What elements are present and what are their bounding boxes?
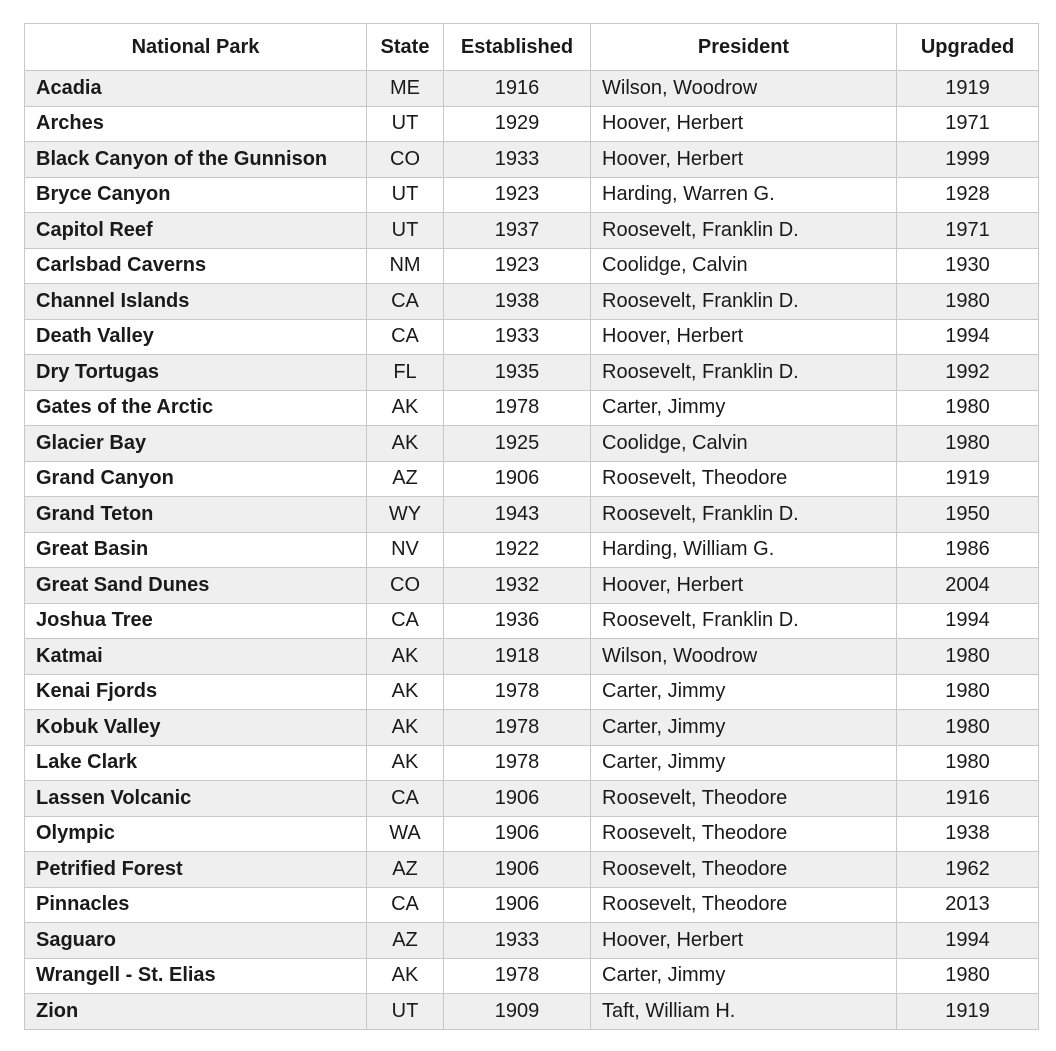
cell-established: 1932 bbox=[444, 568, 591, 604]
cell-president: Carter, Jimmy bbox=[591, 958, 897, 994]
cell-state: NV bbox=[367, 532, 444, 568]
header-upgraded: Upgraded bbox=[897, 24, 1039, 71]
cell-national-park: Capitol Reef bbox=[25, 213, 367, 249]
table-row bbox=[25, 568, 1039, 604]
cell-president: Hoover, Herbert bbox=[591, 142, 897, 178]
cell-upgraded: 1980 bbox=[897, 426, 1039, 462]
cell-president: Carter, Jimmy bbox=[591, 745, 897, 781]
cell-national-park: Zion bbox=[25, 994, 367, 1030]
cell-established: 1918 bbox=[444, 639, 591, 675]
cell-state: AZ bbox=[367, 923, 444, 959]
cell-upgraded: 1919 bbox=[897, 461, 1039, 497]
cell-upgraded: 1919 bbox=[897, 994, 1039, 1030]
cell-upgraded: 1971 bbox=[897, 213, 1039, 249]
cell-state: AZ bbox=[367, 461, 444, 497]
cell-established: 1935 bbox=[444, 355, 591, 391]
cell-national-park: Bryce Canyon bbox=[25, 177, 367, 213]
cell-national-park: Saguaro bbox=[25, 923, 367, 959]
table-row bbox=[25, 248, 1039, 284]
table-row bbox=[25, 177, 1039, 213]
cell-state: UT bbox=[367, 177, 444, 213]
cell-national-park: Wrangell - St. Elias bbox=[25, 958, 367, 994]
cell-national-park: Joshua Tree bbox=[25, 603, 367, 639]
cell-established: 1978 bbox=[444, 674, 591, 710]
header-national-park: National Park bbox=[25, 24, 367, 71]
cell-national-park: Arches bbox=[25, 106, 367, 142]
national-parks-table bbox=[24, 23, 1039, 1030]
cell-national-park: Channel Islands bbox=[25, 284, 367, 320]
table-row bbox=[25, 532, 1039, 568]
table-row bbox=[25, 106, 1039, 142]
cell-upgraded: 1962 bbox=[897, 852, 1039, 888]
table-row bbox=[25, 710, 1039, 746]
table-row bbox=[25, 319, 1039, 355]
table-row bbox=[25, 923, 1039, 959]
table-row bbox=[25, 781, 1039, 817]
cell-president: Roosevelt, Theodore bbox=[591, 852, 897, 888]
cell-established: 1978 bbox=[444, 958, 591, 994]
cell-state: AK bbox=[367, 639, 444, 675]
cell-state: WA bbox=[367, 816, 444, 852]
cell-president: Hoover, Herbert bbox=[591, 319, 897, 355]
cell-president: Taft, William H. bbox=[591, 994, 897, 1030]
cell-established: 1922 bbox=[444, 532, 591, 568]
cell-established: 1906 bbox=[444, 816, 591, 852]
cell-established: 1906 bbox=[444, 852, 591, 888]
cell-state: AK bbox=[367, 958, 444, 994]
cell-state: UT bbox=[367, 213, 444, 249]
cell-established: 1923 bbox=[444, 177, 591, 213]
cell-upgraded: 1980 bbox=[897, 674, 1039, 710]
cell-established: 1906 bbox=[444, 781, 591, 817]
cell-national-park: Carlsbad Caverns bbox=[25, 248, 367, 284]
cell-national-park: Gates of the Arctic bbox=[25, 390, 367, 426]
table-row bbox=[25, 355, 1039, 391]
cell-state: CO bbox=[367, 142, 444, 178]
cell-president: Hoover, Herbert bbox=[591, 106, 897, 142]
cell-national-park: Grand Canyon bbox=[25, 461, 367, 497]
cell-state: CA bbox=[367, 887, 444, 923]
cell-national-park: Lake Clark bbox=[25, 745, 367, 781]
cell-upgraded: 2013 bbox=[897, 887, 1039, 923]
header-row bbox=[25, 24, 1039, 71]
table-row bbox=[25, 958, 1039, 994]
cell-national-park: Pinnacles bbox=[25, 887, 367, 923]
cell-national-park: Petrified Forest bbox=[25, 852, 367, 888]
cell-president: Roosevelt, Franklin D. bbox=[591, 603, 897, 639]
cell-national-park: Great Sand Dunes bbox=[25, 568, 367, 604]
cell-upgraded: 1930 bbox=[897, 248, 1039, 284]
header-state: State bbox=[367, 24, 444, 71]
cell-established: 1978 bbox=[444, 390, 591, 426]
cell-national-park: Lassen Volcanic bbox=[25, 781, 367, 817]
header-established: Established bbox=[444, 24, 591, 71]
cell-national-park: Grand Teton bbox=[25, 497, 367, 533]
cell-upgraded: 1916 bbox=[897, 781, 1039, 817]
cell-state: AZ bbox=[367, 852, 444, 888]
table-row bbox=[25, 745, 1039, 781]
cell-state: AK bbox=[367, 745, 444, 781]
table-row bbox=[25, 284, 1039, 320]
cell-state: WY bbox=[367, 497, 444, 533]
cell-upgraded: 1919 bbox=[897, 71, 1039, 107]
cell-president: Carter, Jimmy bbox=[591, 710, 897, 746]
cell-president: Wilson, Woodrow bbox=[591, 639, 897, 675]
cell-upgraded: 1980 bbox=[897, 710, 1039, 746]
cell-established: 1923 bbox=[444, 248, 591, 284]
cell-established: 1909 bbox=[444, 994, 591, 1030]
cell-president: Roosevelt, Theodore bbox=[591, 816, 897, 852]
cell-state: AK bbox=[367, 426, 444, 462]
table-row bbox=[25, 816, 1039, 852]
cell-upgraded: 1980 bbox=[897, 390, 1039, 426]
table-row bbox=[25, 639, 1039, 675]
cell-president: Roosevelt, Theodore bbox=[591, 887, 897, 923]
table-row bbox=[25, 497, 1039, 533]
cell-state: CA bbox=[367, 781, 444, 817]
cell-established: 1978 bbox=[444, 710, 591, 746]
cell-upgraded: 2004 bbox=[897, 568, 1039, 604]
cell-president: Coolidge, Calvin bbox=[591, 426, 897, 462]
cell-national-park: Great Basin bbox=[25, 532, 367, 568]
table-header bbox=[25, 24, 1039, 71]
cell-state: CA bbox=[367, 284, 444, 320]
cell-upgraded: 1980 bbox=[897, 745, 1039, 781]
cell-established: 1933 bbox=[444, 923, 591, 959]
cell-state: CA bbox=[367, 603, 444, 639]
cell-established: 1925 bbox=[444, 426, 591, 462]
table-row bbox=[25, 994, 1039, 1030]
cell-national-park: Olympic bbox=[25, 816, 367, 852]
cell-state: NM bbox=[367, 248, 444, 284]
cell-established: 1937 bbox=[444, 213, 591, 249]
table-row bbox=[25, 71, 1039, 107]
cell-established: 1936 bbox=[444, 603, 591, 639]
cell-established: 1938 bbox=[444, 284, 591, 320]
table-row bbox=[25, 887, 1039, 923]
cell-president: Hoover, Herbert bbox=[591, 568, 897, 604]
cell-state: FL bbox=[367, 355, 444, 391]
cell-established: 1929 bbox=[444, 106, 591, 142]
cell-state: CA bbox=[367, 319, 444, 355]
cell-upgraded: 1980 bbox=[897, 284, 1039, 320]
cell-president: Harding, William G. bbox=[591, 532, 897, 568]
cell-established: 1906 bbox=[444, 887, 591, 923]
cell-upgraded: 1994 bbox=[897, 319, 1039, 355]
cell-state: UT bbox=[367, 994, 444, 1030]
cell-state: UT bbox=[367, 106, 444, 142]
cell-state: AK bbox=[367, 674, 444, 710]
cell-national-park: Black Canyon of the Gunnison bbox=[25, 142, 367, 178]
cell-president: Wilson, Woodrow bbox=[591, 71, 897, 107]
cell-state: CO bbox=[367, 568, 444, 604]
cell-president: Carter, Jimmy bbox=[591, 674, 897, 710]
cell-upgraded: 1971 bbox=[897, 106, 1039, 142]
cell-upgraded: 1928 bbox=[897, 177, 1039, 213]
cell-upgraded: 1980 bbox=[897, 639, 1039, 675]
cell-state: AK bbox=[367, 390, 444, 426]
header-president: President bbox=[591, 24, 897, 71]
cell-national-park: Glacier Bay bbox=[25, 426, 367, 462]
cell-established: 1916 bbox=[444, 71, 591, 107]
cell-established: 1978 bbox=[444, 745, 591, 781]
cell-upgraded: 1986 bbox=[897, 532, 1039, 568]
table-row bbox=[25, 852, 1039, 888]
cell-president: Roosevelt, Theodore bbox=[591, 781, 897, 817]
table-body bbox=[25, 71, 1039, 1030]
table-row bbox=[25, 426, 1039, 462]
cell-upgraded: 1938 bbox=[897, 816, 1039, 852]
cell-president: Hoover, Herbert bbox=[591, 923, 897, 959]
table-row bbox=[25, 142, 1039, 178]
cell-established: 1933 bbox=[444, 142, 591, 178]
table-row bbox=[25, 603, 1039, 639]
cell-state: ME bbox=[367, 71, 444, 107]
cell-president: Roosevelt, Franklin D. bbox=[591, 284, 897, 320]
cell-upgraded: 1980 bbox=[897, 958, 1039, 994]
cell-national-park: Death Valley bbox=[25, 319, 367, 355]
cell-established: 1943 bbox=[444, 497, 591, 533]
cell-national-park: Dry Tortugas bbox=[25, 355, 367, 391]
cell-national-park: Kenai Fjords bbox=[25, 674, 367, 710]
cell-president: Coolidge, Calvin bbox=[591, 248, 897, 284]
table-row bbox=[25, 674, 1039, 710]
cell-established: 1933 bbox=[444, 319, 591, 355]
cell-upgraded: 1994 bbox=[897, 923, 1039, 959]
cell-president: Roosevelt, Theodore bbox=[591, 461, 897, 497]
cell-upgraded: 1994 bbox=[897, 603, 1039, 639]
cell-national-park: Katmai bbox=[25, 639, 367, 675]
cell-president: Roosevelt, Franklin D. bbox=[591, 355, 897, 391]
cell-president: Carter, Jimmy bbox=[591, 390, 897, 426]
cell-upgraded: 1992 bbox=[897, 355, 1039, 391]
cell-established: 1906 bbox=[444, 461, 591, 497]
cell-state: AK bbox=[367, 710, 444, 746]
cell-president: Roosevelt, Franklin D. bbox=[591, 213, 897, 249]
cell-president: Roosevelt, Franklin D. bbox=[591, 497, 897, 533]
table-row bbox=[25, 390, 1039, 426]
cell-national-park: Acadia bbox=[25, 71, 367, 107]
cell-president: Harding, Warren G. bbox=[591, 177, 897, 213]
table-row bbox=[25, 213, 1039, 249]
table-row bbox=[25, 461, 1039, 497]
cell-upgraded: 1950 bbox=[897, 497, 1039, 533]
cell-national-park: Kobuk Valley bbox=[25, 710, 367, 746]
national-parks-table-container bbox=[24, 23, 1038, 1030]
cell-upgraded: 1999 bbox=[897, 142, 1039, 178]
